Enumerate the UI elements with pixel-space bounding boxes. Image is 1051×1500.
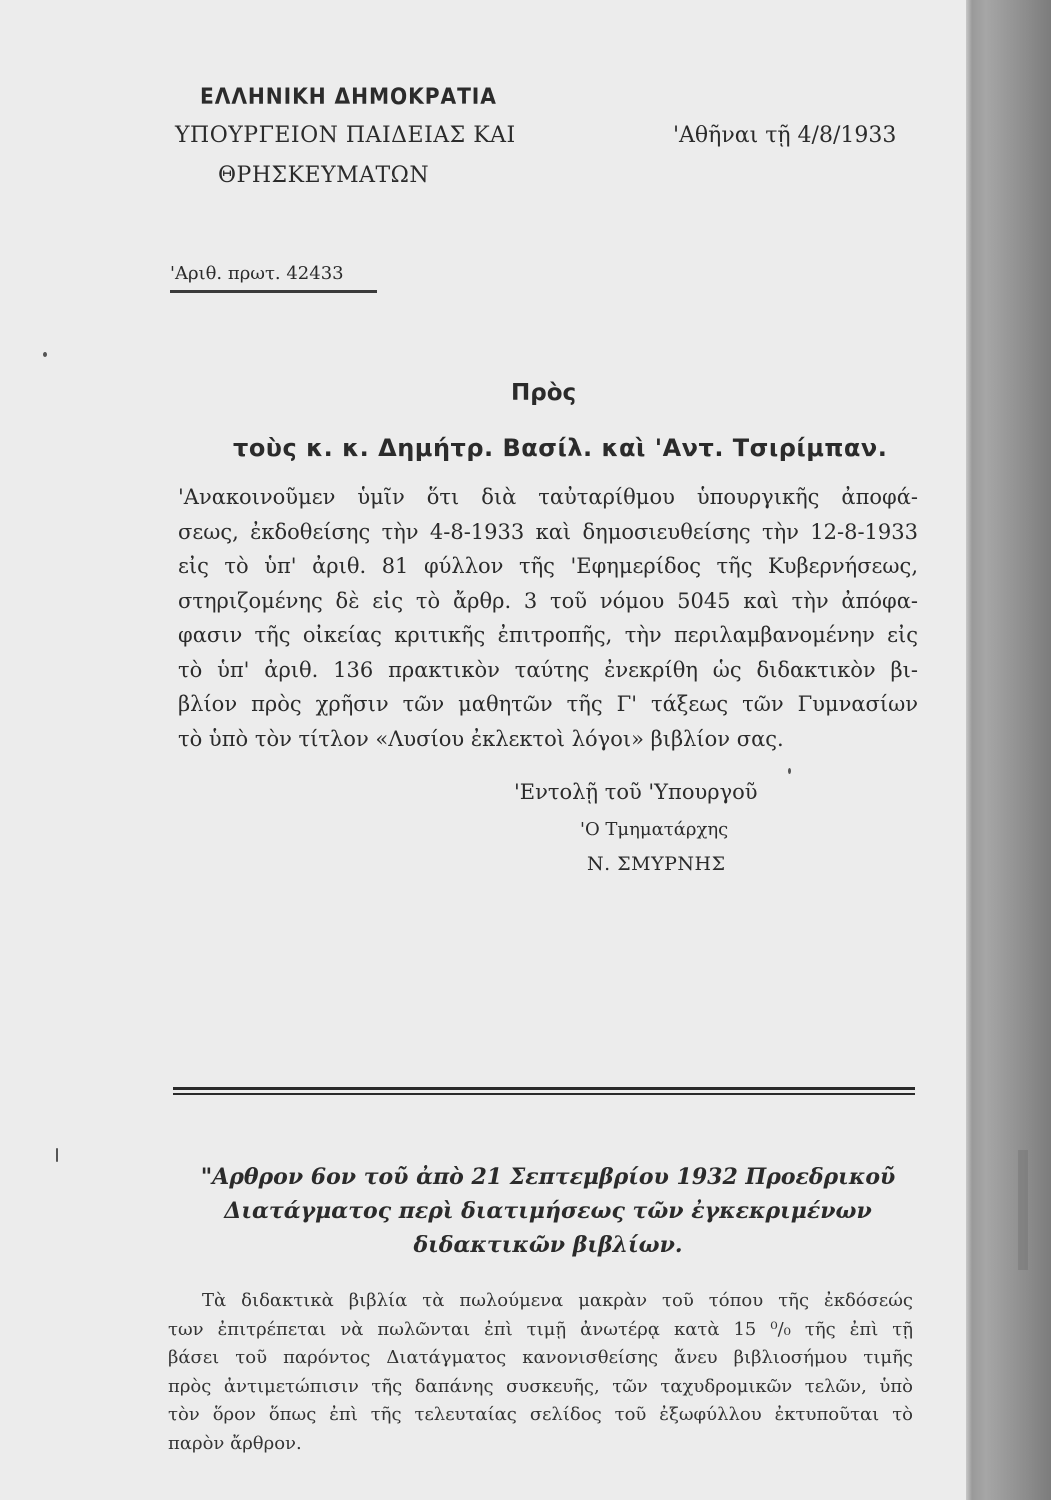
letter-body-line: εἰς τὸ ὑπ' ἀριθ. 81 φύλλον τῆς 'Εφημερίδος τῆς Κυβερνήσεως, [178,554,918,578]
letter-date: 'Αθῆναι τῇ 4/8/1933 [673,123,897,148]
article-body-line: παρὸν ἄρθρον. [168,1432,302,1454]
separator-rule-bottom [173,1093,915,1095]
separator-rule-top [173,1087,915,1090]
letter-body [178,480,918,756]
article-title-line: διδακτικῶν βιβλίων. [413,1232,683,1258]
ministry-line-2: ΘΡΗΣΚΕΥΜΑΤΩΝ [218,163,430,188]
letter-body-line: φασιν τῆς οἰκείας κριτικῆς ἐπιτροπῆς, τὴν περιλαμβανομένην εἰς [178,623,918,647]
scan-speck [56,1148,58,1162]
order-line: 'Εντολῇ τοῦ 'Υπουργοῦ [514,780,758,804]
letter-body-line: βλίον πρὸς χρῆσιν τῶν μαθητῶν τῆς Γ' τάξεως τῶν Γυμνασίων [178,692,918,716]
scan-speck [788,768,791,774]
ministry-line-1: ΥΠΟΥΡΓΕΙΟΝ ΠΑΙΔΕΙΑΣ ΚΑΙ [175,123,516,148]
protocol-number: 'Αριθ. πρωτ. 42433 [170,263,344,284]
scan-speck [43,352,47,357]
letter-body-line: τὸ ὑπὸ τὸν τίτλον «Λυσίου ἐκλεκτοὶ λόγοι» βιβλίον σας. [178,726,784,751]
signatory-title: 'Ο Τμηματάρχης [580,819,729,840]
article-body-line: βάσει τοῦ παρόντος Διατάγματος κανονισθείσης ἄνευ βιβλιοσήμου τιμῆς [168,1347,913,1368]
signatory-name: Ν. ΣΜΥΡΝΗΣ [587,853,726,875]
republic-heading: ΕΛΛΗΝΙΚΗ ΔΗΜΟΚΡΑΤΙΑ [200,85,497,110]
recipients-line: τοὺς κ. κ. Δημήτρ. Βασίλ. καὶ 'Αντ. Τσιρίμπαν. [233,434,888,462]
article-title-line: Διατάγματος περὶ διατιμήσεως τῶν ἐγκεκριμένων [224,1198,872,1224]
article-body-line: πρὸς ἀντιμετώπισιν τῆς δαπάνης συσκευῆς, τῶν ταχυδρομικῶν τελῶν, ὑπὸ [168,1375,913,1397]
article-body-line: Τὰ διδακτικὰ βιβλία τὰ πωλούμενα μακρὰν τοῦ τόπου τῆς ἐκδόσεώς [202,1290,913,1311]
article-title [178,1160,918,1262]
letter-body-line: τὸ ὑπ' ἀριθ. 136 πρακτικὸν ταύτης ἐνεκρίθη ὡς διδακτικὸν βι- [178,657,918,682]
protocol-underline [170,290,377,293]
letter-body-line: 'Ανακοινοῦμεν ὑμῖν ὅτι διὰ ταὐταρίθμου ὑπουργικῆς ἀποφά- [178,485,918,509]
addressee-label: Πρὸς [511,380,577,406]
book-binding [966,0,1051,1500]
letter-body-line: σεως, ἐκδοθείσης τὴν 4-8-1933 καὶ δημοσιευθείσης τὴν 12-8-1933 [178,519,918,544]
letter-body-line: στηριζομένης δὲ εἰς τὸ ἄρθρ. 3 τοῦ νόμου 5045 καὶ τὴν ἀπόφα- [178,588,918,613]
article-title-line: "Αρθρον 6ον τοῦ ἀπὸ 21 Σεπτεμβρίου 1932 Προεδρικοῦ [200,1164,896,1190]
article-body-line: τὸν ὅρον ὅπως ἐπὶ τῆς τελευταίας σελίδος τοῦ ἐξωφύλλου ἐκτυποῦται τὸ [168,1404,913,1425]
article-body-line: των ἐπιτρέπεται νὰ πωλῶνται ἐπὶ τιμῇ ἀνωτέρᾳ κατὰ 15 ⁰/₀ τῆς ἐπὶ τῇ [168,1318,913,1340]
article-body [168,1287,913,1458]
binding-shadow [1018,1150,1028,1270]
